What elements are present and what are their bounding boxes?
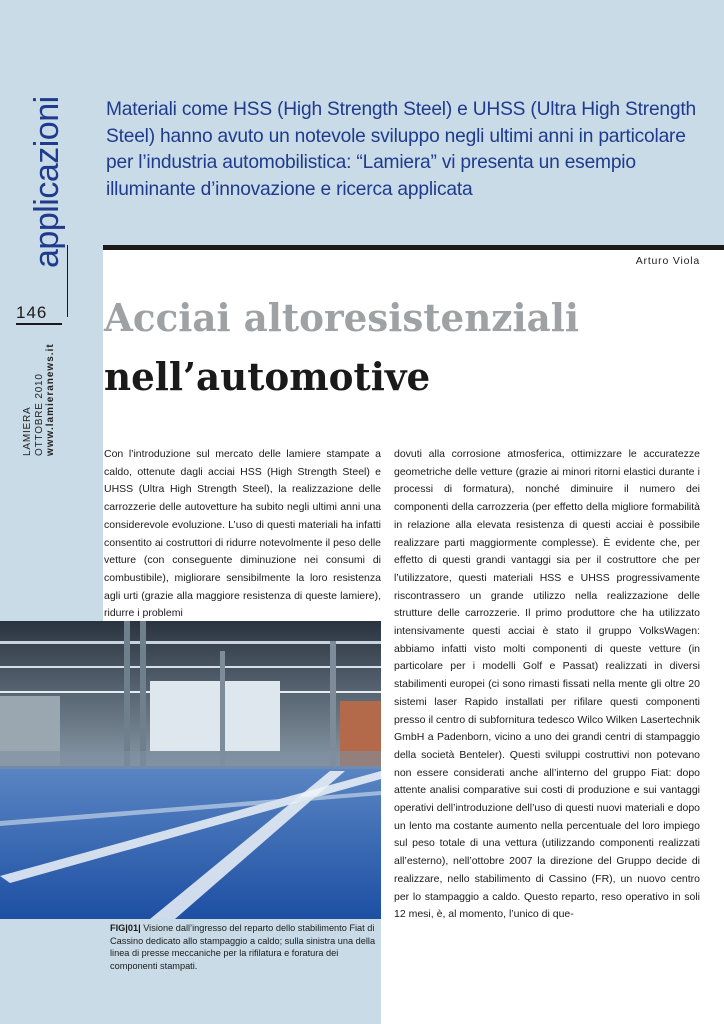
page-number-rule [16,323,62,325]
masthead [22,343,57,456]
header-rule [103,245,724,250]
article-title [104,288,692,406]
body-column-2: dovuti alla corrosione atmosferica, ottimizzare le accuratezze geometriche delle vetture (grazie ai minori ritorni elastici durante i processi di formatura), nonché diminuire il numero dei componenti della carrozzeria (per effetto della migliore formabilità in relazione alla elevata resistenza di questi acciai è possibile realizzare parti maggiormente complesse). È evidente che, per effetto di questi grandi vantaggi sia per il costruttore che per l’utilizzatore, questi materiali HSS e UHSS progressivamente riscontrassero un grande utilizzo nella realizzazione delle strutture delle carrozzerie. Il primo produttore che ha utilizzato intensivamente questi acciai è stato il gruppo VolksWagen: abbiamo infatti visto molti componenti di queste vetture (in particolare per i modelli Golf e Passat) realizzati in diversi stabilimenti europei (ci sono rimasti fissati nella mente gli oltre 20 sistemi laser Rapido installati per rifilare questi componenti presso il centro di subfornitura tedesco Wilco Wilken Lasertechnik GmbH a Padenborn, vicino a uno dei grandi centri di stampaggio della società Benteler). Questi sviluppi costruttivi non potevano non essere considerati anche all’interno del gruppo Fiat: dopo attente analisi comparative sui costi di produzione e sui vantaggi operativi dell’introduzione dell’uso di questi nuovi materiali e dopo un lento ma costante aumento nella percentuale del loro impiego sul peso totale di una vettura (utilizzando componenti realizzati all’esterno), nell’ottobre 2007 la direzione del Gruppo decide di realizzare, nello stabilimento di Cassino (FR), un nuovo centro per lo stampaggio a caldo. Questo reparto, reso operativo in soli 12 mesi, è, al momento, l’unico di que- [394,448,700,921]
issue-date: OTTOBRE 2010 [33,373,45,456]
title-line-1: Acciai altoresistenziali [104,295,580,340]
author-name: Arturo Viola [635,255,700,267]
magazine-url: www.lamieranews.it [45,343,56,456]
factory-photo [0,621,381,919]
title-line-2: nell’automotive [104,354,431,399]
body-column-1: Con l’introduzione sul mercato delle lamiere stampate a caldo, ottenute dagli acciai HSS (High Strength Steel) e UHSS (Ultra High Strength Steel), la realizzazione delle carrozzerie delle autovetture ha subito negli ultimi anni una considerevole evoluzione. L’uso di questi materiali ha infatti consentito ai costruttori di ridurre notevolmente il peso delle vetture (con conseguente diminuzione nei consumi di combustibile), migliorare sensibilmente la loro resistenza agli urti (grazie alla maggiore resistenza di queste lamiere), ridurre i problemi [104,448,381,620]
section-rule [67,245,68,317]
magazine-name: LAMIERA [22,406,33,456]
intro-standfirst: Materiali come HSS (High Strength Steel) e UHSS (Ultra High Strength Steel) hanno avuto un notevole sviluppo negli ultimi anni in particolare per l’industria automobilistica: “Lamiera” vi presenta un esempio illuminante d’innovazione e ricerca applicata [106,99,696,200]
figure-tag: FIG|01| [110,923,141,933]
section-label: applicazioni [28,96,66,268]
figure-caption [110,922,378,972]
figure-caption-text: Visione dall’ingresso del reparto dello stabilimento Fiat di Cassino dedicato allo stampaggio a caldo; sulla sinistra una della linea di presse meccaniche per la rifilatura e foratura dei componenti stampati. [110,923,376,971]
page-number: 146 [16,303,48,322]
